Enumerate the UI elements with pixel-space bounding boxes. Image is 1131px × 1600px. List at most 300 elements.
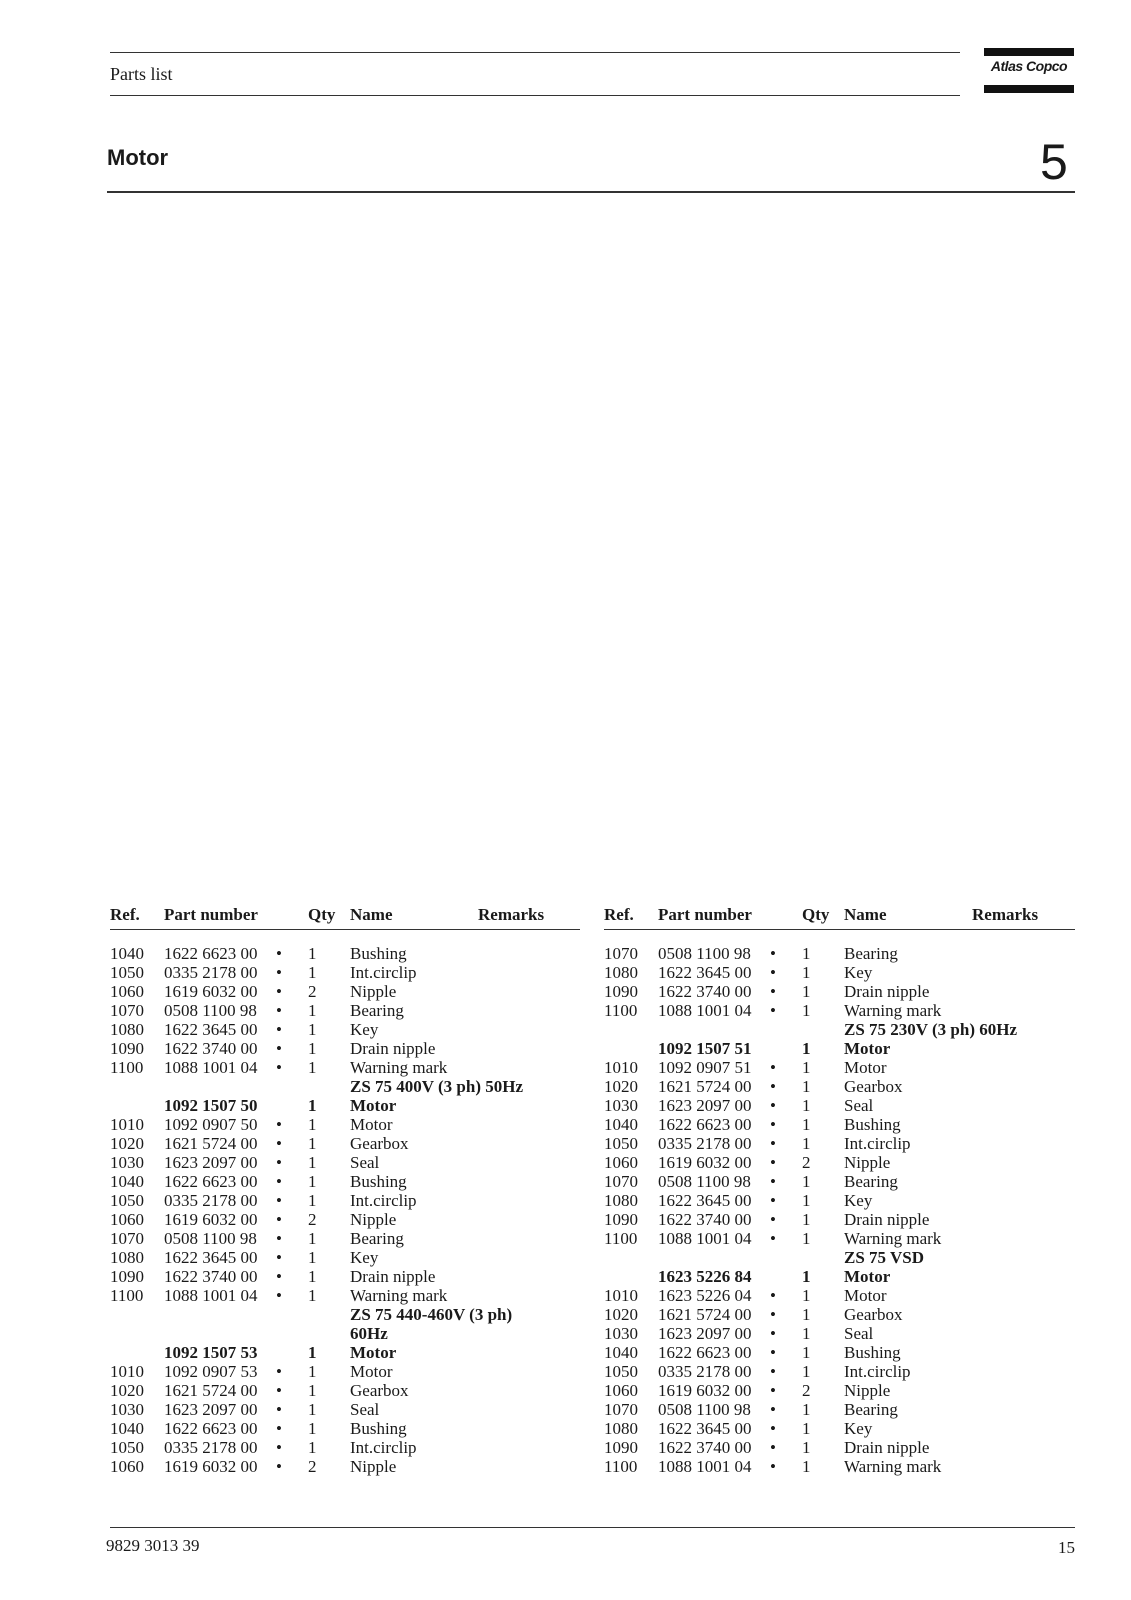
cell-qty: 2: [802, 1381, 811, 1400]
cell-marker: •: [770, 1001, 776, 1020]
cell-name: ZS 75 230V (3 ph) 60Hz: [844, 1020, 1018, 1039]
cell-name: Drain nipple: [350, 1267, 436, 1286]
cell-qty: 2: [308, 1210, 317, 1229]
col-header-qty: Qty: [308, 905, 336, 924]
cell-name: Warning mark: [844, 1229, 942, 1248]
parts-table-left: [110, 905, 582, 1476]
table-header: [110, 905, 582, 930]
cell-qty: 1: [308, 963, 317, 982]
cell-ref: 1060: [110, 982, 144, 1001]
cell-ref: 1060: [110, 1210, 144, 1229]
table-row: [110, 1153, 582, 1172]
cell-part-number: 1621 5724 00: [658, 1077, 752, 1096]
table-row: [110, 1438, 582, 1457]
table-row: [110, 1343, 582, 1362]
cell-name: Gearbox: [350, 1381, 409, 1400]
table-row: [110, 1419, 582, 1438]
cell-part-number: 1623 2097 00: [658, 1324, 752, 1343]
cell-ref: 1090: [604, 1210, 638, 1229]
cell-part-number: 1092 0907 50: [164, 1115, 258, 1134]
cell-marker: •: [770, 1210, 776, 1229]
cell-qty: 1: [802, 1457, 811, 1476]
cell-part-number: 1088 1001 04: [658, 1001, 752, 1020]
table-row: [110, 1324, 582, 1343]
cell-part-number: 1088 1001 04: [164, 1058, 258, 1077]
cell-name: Key: [350, 1020, 379, 1039]
cell-name: Key: [844, 1419, 873, 1438]
cell-part-number: 1622 3645 00: [658, 1191, 752, 1210]
cell-part-number: 1619 6032 00: [164, 1210, 258, 1229]
cell-ref: 1080: [110, 1020, 144, 1039]
cell-qty: 1: [308, 1286, 317, 1305]
table-row: [604, 1058, 1076, 1077]
cell-marker: •: [770, 1191, 776, 1210]
table-row: [110, 1172, 582, 1191]
table-row: [604, 1438, 1076, 1457]
section-title: Motor: [107, 145, 169, 170]
cell-marker: •: [770, 1419, 776, 1438]
cell-marker: •: [770, 1457, 776, 1476]
cell-marker: •: [276, 1229, 282, 1248]
cell-qty: 1: [308, 1229, 317, 1248]
cell-marker: •: [276, 1020, 282, 1039]
cell-ref: 1010: [110, 1362, 144, 1381]
cell-marker: •: [276, 1058, 282, 1077]
table-row: [604, 1229, 1076, 1248]
cell-marker: •: [276, 1115, 282, 1134]
document-number: 9829 3013 39: [106, 1536, 200, 1555]
cell-marker: •: [770, 1324, 776, 1343]
cell-marker: •: [276, 963, 282, 982]
cell-marker: •: [276, 1267, 282, 1286]
cell-marker: •: [276, 1381, 282, 1400]
cell-part-number: 0335 2178 00: [658, 1362, 752, 1381]
table-row: [110, 963, 582, 982]
table-row: [604, 982, 1076, 1001]
cell-name: Motor: [844, 1058, 887, 1077]
cell-name: ZS 75 VSD: [844, 1248, 924, 1267]
cell-ref: 1030: [110, 1400, 144, 1419]
cell-qty: 1: [802, 1039, 811, 1058]
cell-qty: 1: [802, 944, 811, 963]
col-header-name: Name: [350, 905, 393, 924]
cell-part-number: 1623 2097 00: [164, 1400, 258, 1419]
table-row: [604, 1172, 1076, 1191]
cell-marker: •: [770, 1343, 776, 1362]
cell-qty: 1: [802, 1438, 811, 1457]
cell-ref: 1080: [604, 1191, 638, 1210]
cell-name: Motor: [844, 1286, 887, 1305]
cell-ref: 1050: [604, 1362, 638, 1381]
cell-marker: •: [276, 1362, 282, 1381]
section-rule: [107, 191, 1075, 193]
table-row: [110, 1229, 582, 1248]
cell-name: Nipple: [844, 1153, 891, 1172]
cell-name: Int.circlip: [844, 1362, 911, 1381]
cell-ref: 1020: [604, 1077, 638, 1096]
cell-qty: 1: [802, 1134, 811, 1153]
cell-name: Bearing: [844, 944, 898, 963]
cell-ref: 1080: [110, 1248, 144, 1267]
cell-ref: 1010: [604, 1058, 638, 1077]
col-header-part-number: Part number: [658, 905, 752, 924]
table-row: [604, 1039, 1076, 1058]
cell-ref: 1090: [110, 1039, 144, 1058]
cell-part-number: 1621 5724 00: [164, 1381, 258, 1400]
table-row: [604, 1267, 1076, 1286]
cell-ref: 1040: [110, 944, 144, 963]
cell-qty: 1: [802, 1229, 811, 1248]
cell-name: Warning mark: [844, 1001, 942, 1020]
cell-name: Nipple: [844, 1381, 891, 1400]
cell-part-number: 1622 3740 00: [658, 1210, 752, 1229]
cell-qty: 1: [802, 1324, 811, 1343]
cell-marker: •: [276, 982, 282, 1001]
col-header-ref: Ref.: [110, 905, 140, 924]
cell-part-number: 1619 6032 00: [658, 1153, 752, 1172]
table-row: [110, 1115, 582, 1134]
cell-name: Bearing: [350, 1229, 404, 1248]
cell-ref: 1090: [110, 1267, 144, 1286]
cell-part-number: 0508 1100 98: [658, 1400, 751, 1419]
document-type-label: Parts list: [110, 64, 173, 84]
cell-name: Int.circlip: [350, 1191, 417, 1210]
cell-ref: 1030: [604, 1324, 638, 1343]
table-header-rule: [604, 929, 1075, 930]
page-number: 15: [1058, 1538, 1075, 1557]
cell-ref: 1020: [110, 1134, 144, 1153]
table-row: [110, 1039, 582, 1058]
cell-ref: 1100: [110, 1058, 144, 1077]
cell-ref: 1070: [110, 1001, 144, 1020]
cell-marker: •: [276, 1419, 282, 1438]
cell-marker: •: [770, 1229, 776, 1248]
cell-marker: •: [276, 1438, 282, 1457]
table-row: [604, 1286, 1076, 1305]
cell-name: Int.circlip: [350, 1438, 417, 1457]
cell-qty: 1: [308, 1153, 317, 1172]
cell-name: Key: [844, 963, 873, 982]
table-body: [110, 944, 582, 1476]
cell-marker: •: [770, 1134, 776, 1153]
table-row: [604, 1134, 1076, 1153]
cell-qty: 1: [308, 1115, 317, 1134]
cell-name: Bushing: [350, 1419, 407, 1438]
table-row: [110, 1134, 582, 1153]
col-header-qty: Qty: [802, 905, 830, 924]
table-row: [604, 1020, 1076, 1039]
brand-logo: [984, 48, 1074, 94]
cell-part-number: 0508 1100 98: [658, 944, 751, 963]
cell-marker: •: [770, 982, 776, 1001]
cell-name: Drain nipple: [844, 1438, 930, 1457]
cell-name: Seal: [844, 1096, 874, 1115]
header-top-rule: [110, 52, 960, 53]
cell-marker: •: [770, 1381, 776, 1400]
cell-part-number: 1622 3740 00: [164, 1039, 258, 1058]
cell-ref: 1060: [604, 1381, 638, 1400]
cell-part-number: 1622 3645 00: [658, 963, 752, 982]
cell-qty: 1: [802, 963, 811, 982]
cell-name: Bushing: [844, 1343, 901, 1362]
cell-marker: •: [276, 1248, 282, 1267]
cell-marker: •: [770, 1286, 776, 1305]
table-row: [110, 1248, 582, 1267]
cell-ref: 1020: [110, 1381, 144, 1400]
cell-qty: 1: [802, 1305, 811, 1324]
table-row: [604, 1153, 1076, 1172]
cell-name: Seal: [844, 1324, 874, 1343]
cell-name: Drain nipple: [844, 982, 930, 1001]
cell-ref: 1070: [604, 1172, 638, 1191]
table-row: [110, 1400, 582, 1419]
cell-part-number: 1622 6623 00: [658, 1115, 752, 1134]
cell-ref: 1070: [604, 1400, 638, 1419]
cell-name: Gearbox: [844, 1305, 903, 1324]
cell-part-number: 1092 1507 50: [164, 1096, 258, 1115]
cell-name: Nipple: [350, 1210, 397, 1229]
cell-name: Motor: [350, 1343, 397, 1362]
cell-qty: 1: [802, 1210, 811, 1229]
cell-marker: •: [276, 1400, 282, 1419]
table-row: [110, 1267, 582, 1286]
cell-qty: 1: [802, 1077, 811, 1096]
cell-qty: 1: [308, 1001, 317, 1020]
cell-part-number: 1622 3645 00: [164, 1020, 258, 1039]
cell-ref: 1100: [604, 1457, 638, 1476]
table-row: [604, 1381, 1076, 1400]
cell-qty: 1: [308, 1267, 317, 1286]
cell-qty: 1: [308, 1039, 317, 1058]
cell-part-number: 1619 6032 00: [658, 1381, 752, 1400]
cell-ref: 1050: [110, 1438, 144, 1457]
cell-qty: 1: [802, 1362, 811, 1381]
cell-part-number: 1622 3740 00: [164, 1267, 258, 1286]
cell-part-number: 1623 2097 00: [658, 1096, 752, 1115]
table-row: [110, 1077, 582, 1096]
cell-ref: 1090: [604, 982, 638, 1001]
cell-qty: 1: [802, 1419, 811, 1438]
cell-name: Bearing: [350, 1001, 404, 1020]
cell-qty: 1: [308, 1020, 317, 1039]
cell-marker: •: [276, 1457, 282, 1476]
cell-qty: 1: [802, 1001, 811, 1020]
cell-name: Drain nipple: [350, 1039, 436, 1058]
cell-marker: •: [770, 1438, 776, 1457]
col-header-name: Name: [844, 905, 887, 924]
col-header-ref: Ref.: [604, 905, 634, 924]
cell-marker: •: [276, 1153, 282, 1172]
table-row: [110, 1191, 582, 1210]
table-body: [604, 944, 1076, 1476]
cell-ref: 1100: [110, 1286, 144, 1305]
cell-name: Motor: [350, 1115, 393, 1134]
cell-qty: 1: [308, 1400, 317, 1419]
cell-name: Warning mark: [350, 1286, 448, 1305]
cell-ref: 1010: [604, 1286, 638, 1305]
cell-qty: 2: [308, 982, 317, 1001]
cell-qty: 1: [802, 982, 811, 1001]
cell-name: Gearbox: [844, 1077, 903, 1096]
cell-part-number: 0508 1100 98: [164, 1229, 257, 1248]
table-row: [110, 944, 582, 963]
cell-part-number: 1623 2097 00: [164, 1153, 258, 1172]
cell-qty: 1: [308, 1381, 317, 1400]
cell-part-number: 1619 6032 00: [164, 982, 258, 1001]
cell-name: Motor: [350, 1362, 393, 1381]
cell-ref: 1030: [604, 1096, 638, 1115]
cell-qty: 1: [802, 1343, 811, 1362]
cell-qty: 1: [802, 1096, 811, 1115]
cell-ref: 1060: [604, 1153, 638, 1172]
cell-name: ZS 75 400V (3 ph) 50Hz: [350, 1077, 524, 1096]
cell-qty: 1: [802, 1172, 811, 1191]
cell-marker: •: [770, 1058, 776, 1077]
cell-name: Bearing: [844, 1172, 898, 1191]
cell-name: 60Hz: [350, 1324, 388, 1343]
table-row: [604, 1457, 1076, 1476]
cell-qty: 1: [308, 1343, 317, 1362]
table-row: [110, 1020, 582, 1039]
cell-qty: 1: [802, 1115, 811, 1134]
cell-part-number: 1088 1001 04: [658, 1229, 752, 1248]
table-row: [110, 1001, 582, 1020]
cell-marker: •: [276, 1172, 282, 1191]
table-row: [604, 1210, 1076, 1229]
cell-name: Seal: [350, 1400, 380, 1419]
table-row: [604, 1324, 1076, 1343]
cell-qty: 1: [308, 1362, 317, 1381]
cell-name: ZS 75 440-460V (3 ph): [350, 1305, 513, 1324]
cell-ref: 1090: [604, 1438, 638, 1457]
cell-name: Key: [350, 1248, 379, 1267]
cell-name: Bushing: [350, 944, 407, 963]
cell-marker: •: [770, 1305, 776, 1324]
cell-name: Bushing: [350, 1172, 407, 1191]
table-row: [604, 944, 1076, 963]
table-row: [110, 1096, 582, 1115]
cell-ref: 1080: [604, 963, 638, 982]
table-row: [110, 1305, 582, 1324]
cell-part-number: 1622 6623 00: [164, 944, 258, 963]
table-header-rule: [110, 929, 580, 930]
brand-logo-text: Atlas Copco: [990, 58, 1068, 74]
cell-qty: 1: [802, 1058, 811, 1077]
cell-ref: 1060: [110, 1457, 144, 1476]
table-row: [110, 1362, 582, 1381]
table-row: [110, 1058, 582, 1077]
cell-part-number: 0335 2178 00: [658, 1134, 752, 1153]
cell-marker: •: [276, 1191, 282, 1210]
cell-qty: 2: [308, 1457, 317, 1476]
cell-qty: 1: [308, 1134, 317, 1153]
cell-marker: •: [770, 1362, 776, 1381]
col-header-remarks: Remarks: [972, 905, 1039, 924]
cell-ref: 1070: [604, 944, 638, 963]
cell-part-number: 1623 5226 04: [658, 1286, 752, 1305]
cell-qty: 1: [308, 1058, 317, 1077]
cell-ref: 1070: [110, 1229, 144, 1248]
cell-part-number: 1092 1507 53: [164, 1343, 258, 1362]
cell-ref: 1050: [604, 1134, 638, 1153]
cell-part-number: 0335 2178 00: [164, 963, 258, 982]
cell-qty: 1: [308, 1172, 317, 1191]
table-row: [110, 1457, 582, 1476]
cell-part-number: 0508 1100 98: [164, 1001, 257, 1020]
cell-name: Nipple: [350, 1457, 397, 1476]
cell-name: Motor: [844, 1039, 891, 1058]
cell-marker: •: [276, 1134, 282, 1153]
table-row: [604, 1191, 1076, 1210]
cell-name: Gearbox: [350, 1134, 409, 1153]
cell-part-number: 1622 6623 00: [658, 1343, 752, 1362]
cell-part-number: 1622 3645 00: [164, 1248, 258, 1267]
table-row: [110, 1381, 582, 1400]
table-row: [604, 1362, 1076, 1381]
cell-ref: 1080: [604, 1419, 638, 1438]
table-row: [604, 1077, 1076, 1096]
cell-qty: 1: [802, 1191, 811, 1210]
cell-marker: •: [770, 1115, 776, 1134]
cell-ref: 1010: [110, 1115, 144, 1134]
table-row: [604, 1400, 1076, 1419]
cell-marker: •: [770, 1153, 776, 1172]
cell-marker: •: [770, 1077, 776, 1096]
cell-qty: 2: [802, 1153, 811, 1172]
cell-ref: 1100: [604, 1229, 638, 1248]
table-row: [604, 963, 1076, 982]
cell-ref: 1040: [604, 1115, 638, 1134]
cell-part-number: 0335 2178 00: [164, 1438, 258, 1457]
section-number: 5: [1040, 134, 1068, 190]
cell-part-number: 1092 0907 53: [164, 1362, 258, 1381]
cell-part-number: 1621 5724 00: [164, 1134, 258, 1153]
table-row: [604, 1305, 1076, 1324]
cell-marker: •: [276, 944, 282, 963]
cell-marker: •: [770, 1400, 776, 1419]
cell-part-number: 1092 1507 51: [658, 1039, 752, 1058]
cell-part-number: 1622 6623 00: [164, 1172, 258, 1191]
cell-name: Nipple: [350, 982, 397, 1001]
table-row: [604, 1248, 1076, 1267]
table-row: [110, 1210, 582, 1229]
cell-part-number: 1622 3740 00: [658, 982, 752, 1001]
cell-qty: 1: [308, 944, 317, 963]
cell-qty: 1: [802, 1267, 811, 1286]
table-row: [110, 982, 582, 1001]
cell-name: Drain nipple: [844, 1210, 930, 1229]
cell-part-number: 1092 0907 51: [658, 1058, 752, 1077]
cell-part-number: 1622 6623 00: [164, 1419, 258, 1438]
footer-rule: [110, 1527, 1075, 1528]
cell-qty: 1: [802, 1286, 811, 1305]
cell-part-number: 1622 3645 00: [658, 1419, 752, 1438]
cell-ref: 1040: [110, 1172, 144, 1191]
header-bottom-rule: [110, 95, 960, 96]
cell-part-number: 0508 1100 98: [658, 1172, 751, 1191]
cell-qty: 1: [308, 1419, 317, 1438]
parts-table-right: [604, 905, 1076, 1476]
cell-name: Int.circlip: [350, 963, 417, 982]
cell-part-number: 0335 2178 00: [164, 1191, 258, 1210]
cell-marker: •: [770, 944, 776, 963]
cell-part-number: 1622 3740 00: [658, 1438, 752, 1457]
cell-ref: 1030: [110, 1153, 144, 1172]
cell-ref: 1050: [110, 1191, 144, 1210]
cell-marker: •: [276, 1286, 282, 1305]
cell-part-number: 1623 5226 84: [658, 1267, 752, 1286]
cell-qty: 1: [308, 1191, 317, 1210]
